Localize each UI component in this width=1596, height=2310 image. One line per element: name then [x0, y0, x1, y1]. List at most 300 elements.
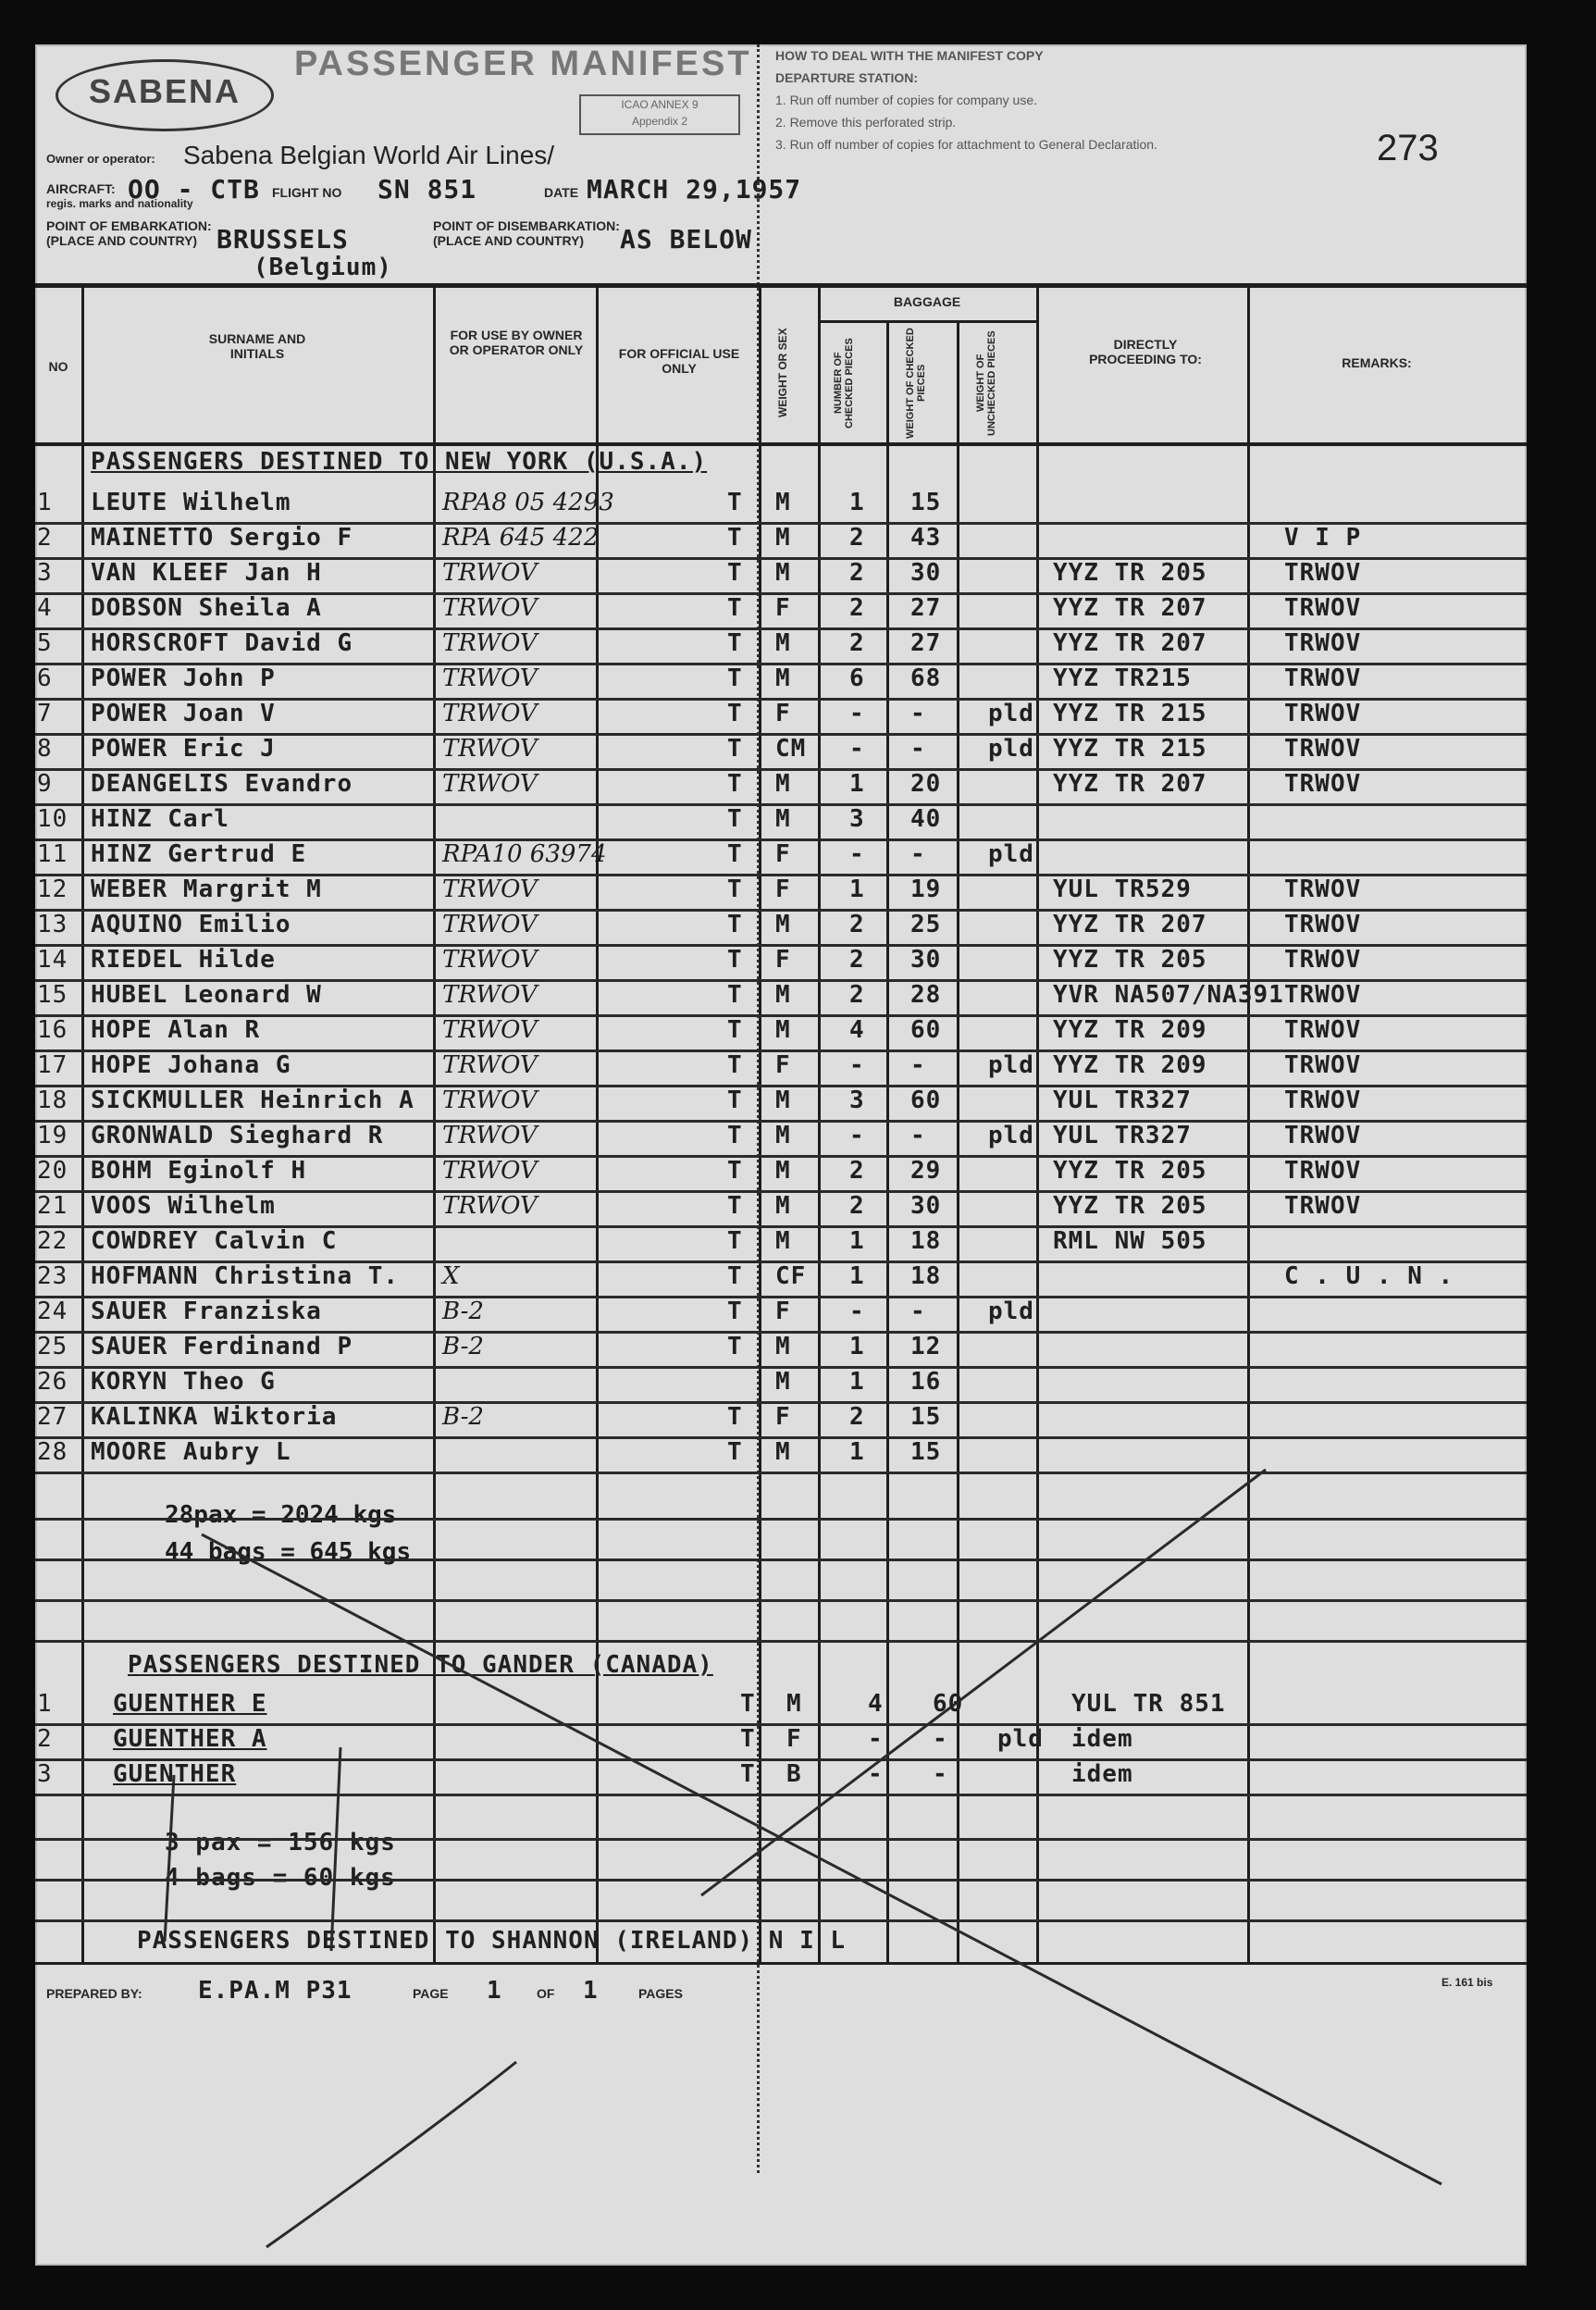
checked-weight: 60: [933, 1690, 964, 1718]
row-number: 19: [37, 1122, 68, 1149]
row-number: 26: [37, 1368, 68, 1396]
owner-use-handwriting: TRWOV: [442, 559, 538, 587]
checked-weight: 15: [910, 1403, 942, 1431]
proceeding-to: idem: [1071, 1760, 1133, 1788]
checked-weight: 30: [910, 559, 942, 587]
proceeding-to: YUL TR327: [1053, 1122, 1192, 1149]
weight-or-sex: B: [786, 1760, 802, 1788]
pages-label: PAGES: [638, 1986, 683, 2001]
weight-or-sex: F: [775, 840, 791, 868]
owner-use-handwriting: TRWOV: [442, 1122, 538, 1149]
checked-pieces: 1: [849, 1227, 865, 1255]
weight-or-sex: F: [775, 1298, 791, 1325]
checked-weight: 28: [910, 981, 942, 1009]
weight-or-sex: M: [775, 981, 791, 1009]
row-number: 14: [37, 946, 68, 974]
table-row: [35, 1366, 1527, 1404]
owner-use-handwriting: TRWOV: [442, 1051, 538, 1079]
icao-stamp-line-1: ICAO ANNEX 9: [621, 98, 699, 111]
owner-use-handwriting: TRWOV: [442, 594, 538, 622]
table-row: [35, 803, 1527, 841]
proceeding-to: YUL TR327: [1053, 1087, 1192, 1114]
checked-weight: 68: [910, 664, 942, 692]
passenger-name: POWER Joan V: [91, 700, 276, 727]
checked-pieces: 1: [849, 1368, 865, 1396]
transit-code: T: [727, 876, 743, 903]
table-row: [35, 663, 1527, 701]
blank-row: [35, 1844, 1527, 1882]
remarks: TRWOV: [1284, 1016, 1362, 1044]
checked-pieces: 1: [849, 489, 865, 516]
proceeding-to: YYZ TR 207: [1053, 911, 1207, 938]
table-row: [35, 768, 1527, 806]
weight-or-sex: M: [775, 1368, 791, 1396]
table-row: [35, 1049, 1527, 1087]
disembarkation-value: AS BELOW: [620, 224, 752, 255]
blank-row: [35, 1564, 1527, 1602]
passenger-name: HINZ Carl: [91, 805, 229, 833]
owner-use-handwriting: TRWOV: [442, 911, 538, 938]
table-row: [35, 1085, 1527, 1123]
row-number: 5: [37, 629, 53, 657]
row-number: 20: [37, 1157, 68, 1185]
checked-pieces: 2: [849, 629, 865, 657]
checked-pieces: 2: [849, 594, 865, 622]
remarks: TRWOV: [1284, 770, 1362, 798]
checked-pieces: 3: [849, 1087, 865, 1114]
row-number: 22: [37, 1227, 68, 1255]
col-header-weight-checked: WEIGHT OF CHECKED PIECES: [905, 328, 927, 439]
row-number: 6: [37, 664, 53, 692]
checked-pieces: 2: [849, 946, 865, 974]
transit-code: T: [740, 1760, 756, 1788]
proceeding-to: RML NW 505: [1053, 1227, 1207, 1255]
transit-code: T: [727, 700, 743, 727]
proceeding-to: YYZ TR 205: [1053, 1192, 1207, 1220]
checked-weight: -: [910, 735, 926, 763]
passenger-name: HOPE Johana G: [91, 1051, 291, 1079]
passenger-name: AQUINO Emilio: [91, 911, 291, 938]
row-number: 25: [37, 1333, 68, 1360]
transit-code: T: [727, 770, 743, 798]
checked-weight: -: [910, 1122, 926, 1149]
col-header-official: FOR OFFICIAL USE ONLY: [618, 346, 740, 376]
table-row: [35, 522, 1527, 560]
checked-weight: 27: [910, 594, 942, 622]
owner-use-handwriting: RPA10 63974: [442, 840, 607, 868]
weight-or-sex: M: [775, 1122, 791, 1149]
weight-or-sex: F: [775, 876, 791, 903]
weight-or-sex: M: [775, 1227, 791, 1255]
manifest-sheet: [35, 44, 1527, 2266]
weight-or-sex: M: [786, 1690, 802, 1718]
checked-pieces: -: [849, 840, 865, 868]
owner-use-handwriting: TRWOV: [442, 981, 538, 1009]
proceeding-to: YUL TR 851: [1071, 1690, 1226, 1718]
transit-code: T: [727, 1087, 743, 1114]
owner-value: Sabena Belgian World Air Lines/: [183, 141, 555, 169]
checked-pieces: 2: [849, 524, 865, 552]
passenger-name: HOPE Alan R: [91, 1016, 261, 1044]
remarks: TRWOV: [1284, 594, 1362, 622]
owner-use-handwriting: B-2: [442, 1333, 484, 1360]
passenger-name: WEBER Margrit M: [91, 876, 322, 903]
embarkation-value: BRUSSELS: [217, 224, 349, 255]
ny-total-pax: 28pax = 2024 kgs: [165, 1501, 397, 1529]
row-number: 1: [37, 1690, 53, 1718]
checked-pieces: 4: [868, 1690, 884, 1718]
weight-or-sex: F: [775, 594, 791, 622]
checked-pieces: 1: [849, 876, 865, 903]
section-shannon: PASSENGERS DESTINED TO SHANNON (IRELAND) N I L: [137, 1927, 847, 1955]
checked-weight: 15: [910, 489, 942, 516]
passenger-name: POWER John P: [91, 664, 276, 692]
prepared-by-label: PREPARED BY:: [46, 1986, 142, 2001]
passenger-name: VAN KLEEF Jan H: [91, 559, 322, 587]
page-value: 1: [487, 1977, 502, 2005]
remarks: TRWOV: [1284, 1051, 1362, 1079]
unchecked-weight: pld: [997, 1725, 1044, 1753]
checked-weight: -: [910, 1051, 926, 1079]
proceeding-to: YYZ TR 207: [1053, 770, 1207, 798]
proceeding-to: YYZ TR 209: [1053, 1051, 1207, 1079]
aircraft-sublabel: regis. marks and nationality: [46, 197, 193, 210]
page-stamp-number: 273: [1377, 128, 1439, 168]
gander-total-pax: 3 pax = 156 kgs: [165, 1829, 396, 1857]
weight-or-sex: M: [775, 1192, 791, 1220]
passenger-name: HUBEL Leonard W: [91, 981, 322, 1009]
weight-or-sex: F: [775, 1403, 791, 1431]
passenger-name: VOOS Wilhelm: [91, 1192, 276, 1220]
instruction-3: 3. Run off number of copies for attachment to General Declaration.: [775, 137, 1157, 152]
checked-pieces: 1: [849, 1262, 865, 1290]
table-row: [35, 838, 1527, 876]
checked-weight: 60: [910, 1016, 942, 1044]
instructions-title: HOW TO DEAL WITH THE MANIFEST COPY: [775, 48, 1044, 63]
table-row: [35, 487, 1527, 525]
table-row: [35, 1331, 1527, 1369]
weight-or-sex: F: [775, 946, 791, 974]
passenger-name: DOBSON Sheila A: [91, 594, 322, 622]
remarks: V I P: [1284, 524, 1362, 552]
weight-or-sex: M: [775, 911, 791, 938]
weight-or-sex: M: [775, 1157, 791, 1185]
owner-use-handwriting: TRWOV: [442, 664, 538, 692]
owner-use-handwriting: TRWOV: [442, 1087, 538, 1114]
transit-code: T: [727, 559, 743, 587]
checked-weight: -: [933, 1760, 948, 1788]
date-label: DATE: [544, 185, 579, 200]
date-value: MARCH 29,1957: [587, 174, 802, 205]
weight-or-sex: M: [775, 805, 791, 833]
manifest-title: PASSENGER MANIFEST: [294, 44, 752, 83]
cross-out-stroke: [266, 2062, 516, 2247]
flight-label: FLIGHT NO: [272, 185, 342, 200]
remarks: TRWOV: [1284, 1122, 1362, 1149]
proceeding-to: idem: [1071, 1725, 1133, 1753]
blank-row: [35, 1803, 1527, 1841]
owner-use-handwriting: RPA8 05 4293: [442, 489, 614, 516]
weight-or-sex: F: [775, 1051, 791, 1079]
proceeding-to: YVR NA507/NA391: [1053, 981, 1284, 1009]
checked-pieces: -: [849, 1122, 865, 1149]
passenger-name: LEUTE Wilhelm: [91, 489, 291, 516]
table-row: [35, 909, 1527, 947]
row-number: 9: [37, 770, 53, 798]
passenger-name: BOHM Eginolf H: [91, 1157, 307, 1185]
passenger-name: MAINETTO Sergio F: [91, 524, 353, 552]
col-header-remarks: REMARKS:: [1342, 355, 1412, 370]
table-row: [35, 1758, 1527, 1796]
checked-weight: 60: [910, 1087, 942, 1114]
prepared-by-value: E.PA.M P31: [198, 1977, 353, 2005]
table-row: [35, 1261, 1527, 1298]
unchecked-weight: pld: [988, 1122, 1034, 1149]
row-number: 27: [37, 1403, 68, 1431]
checked-weight: 18: [910, 1262, 942, 1290]
table-row: [35, 944, 1527, 982]
checked-pieces: 2: [849, 559, 865, 587]
table-row: [35, 874, 1527, 912]
transit-code: T: [727, 1016, 743, 1044]
owner-use-handwriting: TRWOV: [442, 876, 538, 903]
section-gander: PASSENGERS DESTINED TO GANDER (CANADA): [128, 1651, 713, 1679]
owner-use-handwriting: TRWOV: [442, 735, 538, 763]
checked-weight: 40: [910, 805, 942, 833]
checked-weight: 27: [910, 629, 942, 657]
passenger-name: DEANGELIS Evandro: [91, 770, 353, 798]
passenger-name: GRONWALD Sieghard R: [91, 1122, 384, 1149]
weight-or-sex: M: [775, 664, 791, 692]
weight-or-sex: CF: [775, 1262, 807, 1290]
checked-weight: -: [933, 1725, 948, 1753]
proceeding-to: YYZ TR 215: [1053, 700, 1207, 727]
passenger-name: RIEDEL Hilde: [91, 946, 276, 974]
passenger-name: GUENTHER A: [113, 1725, 267, 1753]
passenger-name: KORYN Theo G: [91, 1368, 276, 1396]
col-header-weight-unchecked: WEIGHT OF UNCHECKED PIECES: [975, 330, 997, 436]
weight-or-sex: F: [775, 700, 791, 727]
flight-value: SN 851: [377, 174, 477, 205]
weight-or-sex: M: [775, 1016, 791, 1044]
passenger-name: SAUER Franziska: [91, 1298, 322, 1325]
checked-pieces: 1: [849, 1438, 865, 1466]
remarks: TRWOV: [1284, 700, 1362, 727]
table-row: [35, 979, 1527, 1017]
row-number: 28: [37, 1438, 68, 1466]
page-label: PAGE: [413, 1986, 449, 2001]
remarks: TRWOV: [1284, 735, 1362, 763]
proceeding-to: YYZ TR 207: [1053, 594, 1207, 622]
checked-pieces: -: [849, 1051, 865, 1079]
table-row: [35, 627, 1527, 665]
checked-pieces: 4: [849, 1016, 865, 1044]
transit-code: T: [727, 735, 743, 763]
checked-pieces: -: [868, 1725, 884, 1753]
checked-weight: 25: [910, 911, 942, 938]
checked-weight: -: [910, 1298, 926, 1325]
transit-code: T: [727, 1122, 743, 1149]
row-number: 24: [37, 1298, 68, 1325]
passenger-name: SICKMULLER Heinrich A: [91, 1087, 414, 1114]
checked-pieces: -: [868, 1760, 884, 1788]
passenger-name: KALINKA Wiktoria: [91, 1403, 338, 1431]
aircraft-label: AIRCRAFT:: [46, 181, 116, 196]
weight-or-sex: F: [786, 1725, 802, 1753]
table-row: [35, 698, 1527, 736]
owner-use-handwriting: RPA 645 422: [442, 524, 600, 552]
checked-pieces: 2: [849, 1192, 865, 1220]
remarks: C . U . N .: [1284, 1262, 1454, 1290]
remarks: TRWOV: [1284, 981, 1362, 1009]
owner-use-handwriting: TRWOV: [442, 1157, 538, 1185]
row-number: 23: [37, 1262, 68, 1290]
owner-use-handwriting: B-2: [442, 1403, 484, 1431]
transit-code: T: [727, 946, 743, 974]
gander-total-bags: 4 bags = 60 kgs: [165, 1864, 396, 1892]
proceeding-to: YYZ TR 205: [1053, 559, 1207, 587]
checked-pieces: 2: [849, 1157, 865, 1185]
transit-code: T: [727, 1438, 743, 1466]
checked-pieces: 2: [849, 911, 865, 938]
checked-weight: 18: [910, 1227, 942, 1255]
checked-weight: 12: [910, 1333, 942, 1360]
aircraft-value: OO - CTB: [128, 174, 260, 205]
col-header-baggage: BAGGAGE: [893, 294, 961, 309]
of-label: OF: [537, 1986, 555, 2001]
table-row: [35, 1401, 1527, 1439]
checked-pieces: 2: [849, 1403, 865, 1431]
passenger-name: GUENTHER E: [113, 1690, 267, 1718]
table-row: [35, 1436, 1527, 1474]
col-header-surname: SURNAME AND INITIALS: [208, 331, 306, 361]
passenger-name: HINZ Gertrud E: [91, 840, 307, 868]
ny-total-bags: 44 bags = 645 kgs: [165, 1538, 412, 1566]
checked-pieces: 6: [849, 664, 865, 692]
sabena-logo: SABENA: [56, 59, 274, 131]
owner-use-handwriting: TRWOV: [442, 1016, 538, 1044]
weight-or-sex: M: [775, 770, 791, 798]
proceeding-to: YYZ TR 207: [1053, 629, 1207, 657]
instruction-1: 1. Run off number of copies for company use.: [775, 93, 1038, 107]
row-number: 17: [37, 1051, 68, 1079]
checked-pieces: 3: [849, 805, 865, 833]
row-number: 1: [37, 489, 53, 516]
row-number: 8: [37, 735, 53, 763]
transit-code: T: [727, 911, 743, 938]
checked-pieces: 1: [849, 770, 865, 798]
table-row: [35, 1120, 1527, 1158]
table-row: [35, 1688, 1527, 1726]
transit-code: T: [727, 1298, 743, 1325]
unchecked-weight: pld: [988, 700, 1034, 727]
owner-use-handwriting: B-2: [442, 1298, 484, 1325]
blank-row: [35, 1605, 1527, 1643]
row-number: 10: [37, 805, 68, 833]
weight-or-sex: M: [775, 1333, 791, 1360]
owner-use-handwriting: TRWOV: [442, 946, 538, 974]
checked-pieces: -: [849, 735, 865, 763]
proceeding-to: YYZ TR215: [1053, 664, 1192, 692]
instruction-2: 2. Remove this perforated strip.: [775, 115, 957, 130]
owner-label: Owner or operator:: [46, 152, 155, 166]
transit-code: T: [727, 1051, 743, 1079]
checked-pieces: -: [849, 700, 865, 727]
blank-row: [35, 1483, 1527, 1521]
weight-or-sex: M: [775, 524, 791, 552]
checked-pieces: 1: [849, 1333, 865, 1360]
col-header-owner-use: FOR USE BY OWNER OR OPERATOR ONLY: [449, 328, 584, 357]
row-number: 7: [37, 700, 53, 727]
transit-code: T: [740, 1690, 756, 1718]
unchecked-weight: pld: [988, 1051, 1034, 1079]
section-new-york: PASSENGERS DESTINED TO NEW YORK (U.S.A.): [91, 448, 708, 476]
row-number: 13: [37, 911, 68, 938]
remarks: TRWOV: [1284, 946, 1362, 974]
unchecked-weight: pld: [988, 1298, 1034, 1325]
remarks: TRWOV: [1284, 876, 1362, 903]
transit-code: T: [727, 664, 743, 692]
transit-code: T: [727, 1403, 743, 1431]
transit-code: T: [727, 1157, 743, 1185]
row-number: 3: [37, 559, 53, 587]
proceeding-to: YUL TR529: [1053, 876, 1192, 903]
table-row: [35, 592, 1527, 630]
checked-weight: 16: [910, 1368, 942, 1396]
instructions-subtitle: DEPARTURE STATION:: [775, 70, 918, 85]
checked-weight: 30: [910, 1192, 942, 1220]
passenger-name: SAUER Ferdinand P: [91, 1333, 353, 1360]
weight-or-sex: CM: [775, 735, 807, 763]
owner-use-handwriting: X: [442, 1262, 460, 1290]
unchecked-weight: pld: [988, 735, 1034, 763]
row-number: 2: [37, 1725, 53, 1753]
transit-code: T: [727, 524, 743, 552]
remarks: TRWOV: [1284, 911, 1362, 938]
weight-or-sex: M: [775, 1087, 791, 1114]
weight-or-sex: M: [775, 559, 791, 587]
form-code: E. 161 bis: [1441, 1976, 1493, 1989]
transit-code: T: [727, 805, 743, 833]
row-number: 21: [37, 1192, 68, 1220]
remarks: TRWOV: [1284, 1157, 1362, 1185]
transit-code: T: [727, 489, 743, 516]
table-row: [35, 557, 1527, 595]
table-row: [35, 1014, 1527, 1052]
proceeding-to: YYZ TR 205: [1053, 946, 1207, 974]
row-number: 2: [37, 524, 53, 552]
passenger-name: GUENTHER: [113, 1760, 237, 1788]
remarks: TRWOV: [1284, 559, 1362, 587]
remarks: TRWOV: [1284, 1087, 1362, 1114]
remarks: TRWOV: [1284, 1192, 1362, 1220]
proceeding-to: YYZ TR 209: [1053, 1016, 1207, 1044]
checked-weight: 20: [910, 770, 942, 798]
remarks: TRWOV: [1284, 629, 1362, 657]
passenger-name: COWDREY Calvin C: [91, 1227, 338, 1255]
checked-weight: -: [910, 700, 926, 727]
unchecked-weight: pld: [988, 840, 1034, 868]
transit-code: T: [727, 1227, 743, 1255]
row-number: 12: [37, 876, 68, 903]
row-number: 16: [37, 1016, 68, 1044]
row-number: 4: [37, 594, 53, 622]
blank-row: [35, 1523, 1527, 1561]
transit-code: T: [727, 1262, 743, 1290]
transit-code: T: [727, 1333, 743, 1360]
col-header-no: NO: [48, 359, 68, 374]
row-number: 11: [37, 840, 68, 868]
